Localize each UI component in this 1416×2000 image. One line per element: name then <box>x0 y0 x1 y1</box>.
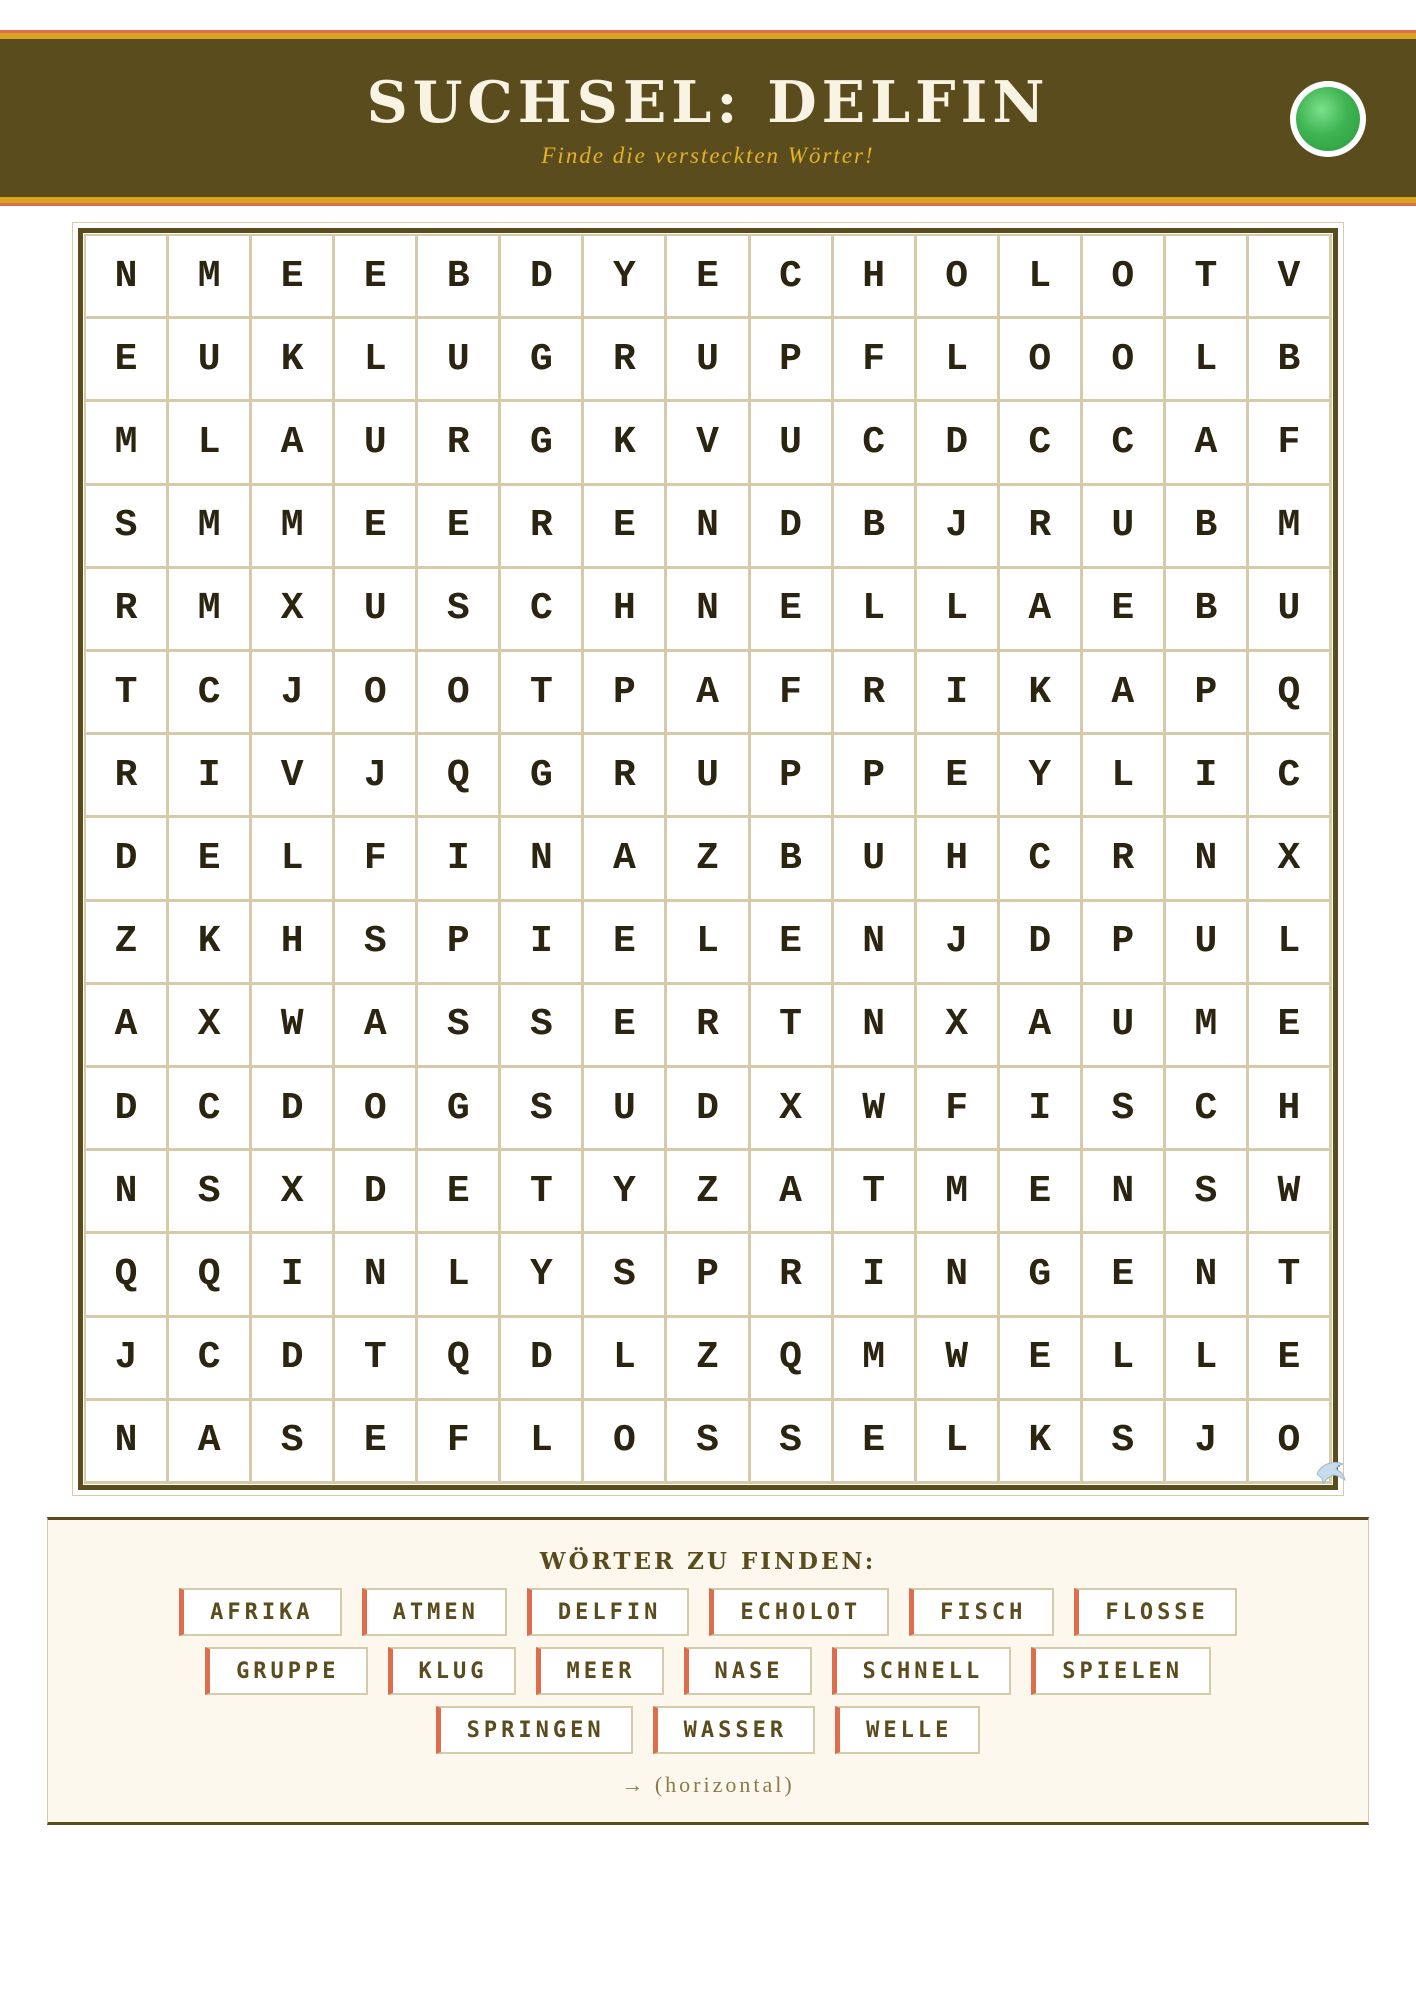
grid-cell[interactable]: I <box>1000 1068 1083 1151</box>
word-chip: ECHOLOT <box>709 1588 889 1636</box>
grid-cell[interactable]: W <box>917 1318 1000 1401</box>
grid-cell[interactable]: L <box>169 402 252 485</box>
word-chip: WASSER <box>653 1706 815 1754</box>
grid-cell[interactable]: U <box>335 402 418 485</box>
grid-cell[interactable]: N <box>1166 1234 1249 1317</box>
grid-cell[interactable]: Z <box>667 1318 750 1401</box>
word-chip: NASE <box>684 1647 812 1695</box>
grid-cell[interactable]: D <box>667 1068 750 1151</box>
grid-cell[interactable]: L <box>1000 236 1083 319</box>
grid-cell[interactable]: E <box>1000 1151 1083 1234</box>
grid-cell[interactable]: S <box>335 902 418 985</box>
grid-cell[interactable]: X <box>252 569 335 652</box>
grid-cell[interactable]: Z <box>86 902 169 985</box>
grid-cell[interactable]: Z <box>667 1151 750 1234</box>
grid-cell[interactable]: C <box>834 402 917 485</box>
word-list-row <box>48 1706 1368 1754</box>
grid-cell[interactable]: W <box>834 1068 917 1151</box>
grid-cell[interactable]: S <box>1083 1068 1166 1151</box>
grid-cell[interactable]: I <box>418 818 501 901</box>
grid-cell[interactable]: Q <box>86 1234 169 1317</box>
grid-cell[interactable]: O <box>1083 236 1166 319</box>
grid-cell[interactable]: O <box>1083 319 1166 402</box>
grid-cell[interactable]: N <box>86 1401 169 1484</box>
grid-cell[interactable]: L <box>418 1234 501 1317</box>
grid-cell[interactable]: E <box>584 902 667 985</box>
grid-cell[interactable]: T <box>86 652 169 735</box>
grid-cell[interactable]: V <box>1249 236 1332 319</box>
grid-cell[interactable]: A <box>335 985 418 1068</box>
grid-cell[interactable]: Y <box>1000 735 1083 818</box>
grid-cell[interactable]: S <box>751 1401 834 1484</box>
grid-cell[interactable]: U <box>335 569 418 652</box>
grid-cell[interactable]: N <box>86 236 169 319</box>
grid-cell[interactable]: S <box>252 1401 335 1484</box>
header-banner <box>0 33 1416 203</box>
grid-cell[interactable]: R <box>584 735 667 818</box>
grid-cell[interactable]: S <box>584 1234 667 1317</box>
grid-cell[interactable]: F <box>834 319 917 402</box>
grid-cell[interactable]: M <box>169 569 252 652</box>
grid-cell[interactable]: N <box>667 569 750 652</box>
grid-cell[interactable]: E <box>584 486 667 569</box>
grid-cell[interactable]: E <box>418 486 501 569</box>
grid-cell[interactable]: T <box>751 985 834 1068</box>
grid-cell[interactable]: N <box>834 985 917 1068</box>
grid-cell[interactable]: F <box>418 1401 501 1484</box>
grid-cell[interactable]: L <box>1166 1318 1249 1401</box>
grid-cell[interactable]: Z <box>667 818 750 901</box>
word-chip: FLOSSE <box>1074 1588 1236 1636</box>
grid-cell[interactable]: M <box>834 1318 917 1401</box>
grid-cell[interactable]: L <box>252 818 335 901</box>
grid-cell[interactable]: M <box>169 486 252 569</box>
grid-cell[interactable]: Q <box>169 1234 252 1317</box>
grid-cell[interactable]: M <box>252 486 335 569</box>
grid-cell[interactable]: F <box>1249 402 1332 485</box>
grid-cell[interactable]: E <box>1083 569 1166 652</box>
grid-cell[interactable]: Q <box>1249 652 1332 735</box>
grid-cell[interactable]: W <box>252 985 335 1068</box>
grid-cell[interactable]: O <box>1249 1401 1332 1484</box>
grid-cell[interactable]: B <box>418 236 501 319</box>
grid-cell[interactable]: E <box>917 735 1000 818</box>
grid-cell[interactable]: K <box>584 402 667 485</box>
grid-cell[interactable]: R <box>501 486 584 569</box>
grid-cell[interactable]: X <box>917 985 1000 1068</box>
word-chip: KLUG <box>388 1647 516 1695</box>
grid-cell[interactable]: G <box>418 1068 501 1151</box>
grid-cell[interactable]: U <box>834 818 917 901</box>
grid-cell[interactable]: N <box>1166 818 1249 901</box>
grid-cell[interactable]: H <box>584 569 667 652</box>
word-chip: WELLE <box>835 1706 980 1754</box>
grid-cell[interactable]: C <box>1249 735 1332 818</box>
grid-cell[interactable]: K <box>1000 652 1083 735</box>
grid-cell[interactable]: R <box>1000 486 1083 569</box>
grid-cell[interactable]: E <box>335 486 418 569</box>
grid-cell[interactable]: D <box>252 1318 335 1401</box>
grid-cell[interactable]: L <box>917 569 1000 652</box>
grid-cell[interactable]: D <box>86 818 169 901</box>
grid-cell[interactable]: O <box>917 236 1000 319</box>
grid-cell[interactable]: L <box>1083 1318 1166 1401</box>
grid-cell[interactable]: O <box>335 1068 418 1151</box>
grid-cell[interactable]: X <box>252 1151 335 1234</box>
grid-cell[interactable]: U <box>584 1068 667 1151</box>
grid-cell[interactable]: I <box>501 902 584 985</box>
grid-cell[interactable]: J <box>917 902 1000 985</box>
grid-cell[interactable]: S <box>501 985 584 1068</box>
word-list-row <box>48 1647 1368 1695</box>
letter-grid <box>84 234 1332 1484</box>
grid-cell[interactable]: L <box>834 569 917 652</box>
grid-cell[interactable]: V <box>667 402 750 485</box>
grid-cell[interactable]: C <box>1000 818 1083 901</box>
word-list-panel <box>47 1517 1369 1825</box>
grid-cell[interactable]: L <box>917 319 1000 402</box>
grid-cell[interactable]: Y <box>584 236 667 319</box>
grid-cell[interactable]: N <box>667 486 750 569</box>
grid-cell[interactable]: A <box>252 402 335 485</box>
grid-cell[interactable]: I <box>917 652 1000 735</box>
grid-cell[interactable]: O <box>418 652 501 735</box>
grid-cell[interactable]: S <box>169 1151 252 1234</box>
grid-cell[interactable]: V <box>252 735 335 818</box>
grid-cell[interactable]: U <box>1083 985 1166 1068</box>
grid-cell[interactable]: L <box>1083 735 1166 818</box>
grid-cell[interactable]: L <box>1166 319 1249 402</box>
grid-cell[interactable]: G <box>501 402 584 485</box>
grid-cell[interactable]: M <box>917 1151 1000 1234</box>
grid-cell[interactable]: X <box>1249 818 1332 901</box>
grid-cell[interactable]: P <box>834 735 917 818</box>
grid-cell[interactable]: H <box>917 818 1000 901</box>
grid-cell[interactable]: C <box>1083 402 1166 485</box>
grid-cell[interactable]: M <box>1249 486 1332 569</box>
status-indicator-icon <box>1290 81 1366 157</box>
grid-cell[interactable]: R <box>1083 818 1166 901</box>
grid-cell[interactable]: U <box>1083 486 1166 569</box>
grid-cell[interactable]: P <box>751 735 834 818</box>
grid-cell[interactable]: D <box>501 236 584 319</box>
grid-cell[interactable]: E <box>1000 1318 1083 1401</box>
grid-cell[interactable]: T <box>501 1151 584 1234</box>
grid-cell[interactable]: E <box>751 569 834 652</box>
grid-cell[interactable]: M <box>1166 985 1249 1068</box>
grid-cell[interactable]: X <box>169 985 252 1068</box>
grid-cell[interactable]: C <box>1166 1068 1249 1151</box>
grid-cell[interactable]: R <box>584 319 667 402</box>
grid-cell[interactable]: P <box>751 319 834 402</box>
grid-cell[interactable]: F <box>917 1068 1000 1151</box>
grid-cell[interactable]: U <box>667 735 750 818</box>
grid-cell[interactable]: M <box>86 402 169 485</box>
grid-cell[interactable]: R <box>86 735 169 818</box>
grid-cell[interactable]: A <box>1166 402 1249 485</box>
grid-cell[interactable]: K <box>169 902 252 985</box>
grid-cell[interactable]: C <box>169 1318 252 1401</box>
grid-cell[interactable]: X <box>751 1068 834 1151</box>
grid-cell[interactable]: I <box>252 1234 335 1317</box>
grid-cell[interactable]: J <box>252 652 335 735</box>
grid-cell[interactable]: A <box>667 652 750 735</box>
grid-cell[interactable]: E <box>1249 1318 1332 1401</box>
grid-cell[interactable]: E <box>667 236 750 319</box>
grid-cell[interactable]: L <box>584 1318 667 1401</box>
grid-cell[interactable]: G <box>501 319 584 402</box>
grid-cell[interactable]: O <box>335 652 418 735</box>
grid-cell[interactable]: T <box>1249 1234 1332 1317</box>
grid-cell[interactable]: N <box>1083 1151 1166 1234</box>
grid-cell[interactable]: E <box>751 902 834 985</box>
grid-cell[interactable]: E <box>1249 985 1332 1068</box>
grid-cell[interactable]: D <box>86 1068 169 1151</box>
grid-cell[interactable]: U <box>169 319 252 402</box>
grid-cell[interactable]: G <box>1000 1234 1083 1317</box>
grid-cell[interactable]: A <box>751 1151 834 1234</box>
grid-cell[interactable]: P <box>418 902 501 985</box>
grid-cell[interactable]: A <box>1083 652 1166 735</box>
grid-cell[interactable]: U <box>418 319 501 402</box>
grid-cell[interactable]: Q <box>418 735 501 818</box>
grid-cell[interactable]: A <box>584 818 667 901</box>
page-title: SUCHSEL: DELFIN <box>366 69 1050 136</box>
grid-cell[interactable]: Q <box>418 1318 501 1401</box>
grid-cell[interactable]: S <box>1083 1401 1166 1484</box>
word-chip: ATMEN <box>362 1588 507 1636</box>
grid-cell[interactable]: C <box>501 569 584 652</box>
grid-cell[interactable]: K <box>1000 1401 1083 1484</box>
grid-cell[interactable]: D <box>1000 902 1083 985</box>
grid-cell[interactable]: N <box>917 1234 1000 1317</box>
grid-cell[interactable]: E <box>418 1151 501 1234</box>
grid-cell[interactable]: U <box>751 402 834 485</box>
grid-cell[interactable]: D <box>335 1151 418 1234</box>
grid-cell[interactable]: D <box>252 1068 335 1151</box>
grid-cell[interactable]: O <box>1000 319 1083 402</box>
grid-cell[interactable]: A <box>1000 569 1083 652</box>
word-list-title: WÖRTER ZU FINDEN: <box>539 1548 877 1575</box>
grid-cell[interactable]: I <box>1166 735 1249 818</box>
word-chip: SCHNELL <box>832 1647 1012 1695</box>
word-chip: DELFIN <box>527 1588 689 1636</box>
grid-cell[interactable]: O <box>584 1401 667 1484</box>
grid-cell[interactable]: E <box>1083 1234 1166 1317</box>
grid-cell[interactable]: R <box>667 985 750 1068</box>
grid-cell[interactable]: S <box>667 1401 750 1484</box>
grid-cell[interactable]: P <box>1166 652 1249 735</box>
word-chip: AFRIKA <box>179 1588 341 1636</box>
grid-cell[interactable]: E <box>252 236 335 319</box>
grid-cell[interactable]: U <box>1166 902 1249 985</box>
grid-cell[interactable]: H <box>1249 1068 1332 1151</box>
word-chip: FISCH <box>909 1588 1054 1636</box>
grid-cell[interactable]: N <box>501 818 584 901</box>
grid-cell[interactable]: B <box>751 818 834 901</box>
grid-cell[interactable]: S <box>1166 1151 1249 1234</box>
grid-cell[interactable]: E <box>834 1401 917 1484</box>
grid-cell[interactable]: Q <box>751 1318 834 1401</box>
grid-cell[interactable]: N <box>834 902 917 985</box>
word-chip: SPIELEN <box>1031 1647 1211 1695</box>
grid-cell[interactable]: E <box>584 985 667 1068</box>
grid-cell[interactable]: E <box>169 818 252 901</box>
grid-cell[interactable]: T <box>834 1151 917 1234</box>
dolphin-icon <box>1311 1450 1351 1490</box>
page-subtitle: Finde die versteckten Wörter! <box>541 143 875 168</box>
word-chip: MEER <box>536 1647 664 1695</box>
grid-cell[interactable]: R <box>86 569 169 652</box>
grid-cell[interactable]: L <box>1249 902 1332 985</box>
grid-cell[interactable]: B <box>1249 319 1332 402</box>
word-list-row <box>48 1588 1368 1636</box>
grid-cell[interactable]: G <box>501 735 584 818</box>
grid-cell[interactable]: C <box>751 236 834 319</box>
grid-cell[interactable]: M <box>169 236 252 319</box>
grid-cell[interactable]: Y <box>501 1234 584 1317</box>
grid-cell[interactable]: P <box>667 1234 750 1317</box>
grid-cell[interactable]: J <box>917 486 1000 569</box>
grid-cell[interactable]: A <box>169 1401 252 1484</box>
grid-cell[interactable]: D <box>917 402 1000 485</box>
grid-cell[interactable]: P <box>584 652 667 735</box>
grid-cell[interactable]: C <box>169 1068 252 1151</box>
grid-cell[interactable]: P <box>1083 902 1166 985</box>
grid-cell[interactable]: F <box>335 818 418 901</box>
grid-cell[interactable]: S <box>501 1068 584 1151</box>
grid-cell[interactable]: L <box>667 902 750 985</box>
grid-cell[interactable]: T <box>501 652 584 735</box>
grid-cell[interactable]: R <box>751 1234 834 1317</box>
grid-cell[interactable]: J <box>86 1318 169 1401</box>
grid-cell[interactable]: I <box>834 1234 917 1317</box>
word-chip: SPRINGEN <box>436 1706 633 1754</box>
grid-cell[interactable]: R <box>834 652 917 735</box>
grid-cell[interactable]: C <box>1000 402 1083 485</box>
grid-cell[interactable]: D <box>751 486 834 569</box>
grid-cell[interactable]: U <box>1249 569 1332 652</box>
grid-cell[interactable]: N <box>86 1151 169 1234</box>
grid-cell[interactable]: A <box>86 985 169 1068</box>
grid-cell[interactable]: L <box>501 1401 584 1484</box>
grid-cell[interactable]: K <box>252 319 335 402</box>
grid-cell[interactable]: S <box>418 985 501 1068</box>
grid-cell[interactable]: W <box>1249 1151 1332 1234</box>
grid-cell[interactable]: I <box>169 735 252 818</box>
grid-cell[interactable]: E <box>86 319 169 402</box>
direction-hint: → (horizontal) <box>621 1772 795 1797</box>
grid-cell[interactable]: B <box>1166 569 1249 652</box>
grid-cell[interactable]: Y <box>584 1151 667 1234</box>
grid-cell[interactable]: H <box>252 902 335 985</box>
grid-cell[interactable]: F <box>751 652 834 735</box>
grid-cell[interactable]: D <box>501 1318 584 1401</box>
grid-cell[interactable]: L <box>917 1401 1000 1484</box>
grid-cell[interactable]: J <box>1166 1401 1249 1484</box>
grid-cell[interactable]: H <box>834 236 917 319</box>
grid-cell[interactable]: S <box>86 486 169 569</box>
grid-cell[interactable]: B <box>1166 486 1249 569</box>
grid-cell[interactable]: A <box>1000 985 1083 1068</box>
grid-cell[interactable]: E <box>335 236 418 319</box>
grid-cell[interactable]: E <box>335 1401 418 1484</box>
grid-cell[interactable]: J <box>335 735 418 818</box>
grid-cell[interactable]: T <box>1166 236 1249 319</box>
grid-cell[interactable]: T <box>335 1318 418 1401</box>
grid-cell[interactable]: U <box>667 319 750 402</box>
grid-cell[interactable]: R <box>418 402 501 485</box>
grid-cell[interactable]: C <box>169 652 252 735</box>
grid-cell[interactable]: L <box>335 319 418 402</box>
grid-cell[interactable]: S <box>418 569 501 652</box>
word-chip: GRUPPE <box>205 1647 367 1695</box>
grid-cell[interactable]: B <box>834 486 917 569</box>
grid-cell[interactable]: N <box>335 1234 418 1317</box>
